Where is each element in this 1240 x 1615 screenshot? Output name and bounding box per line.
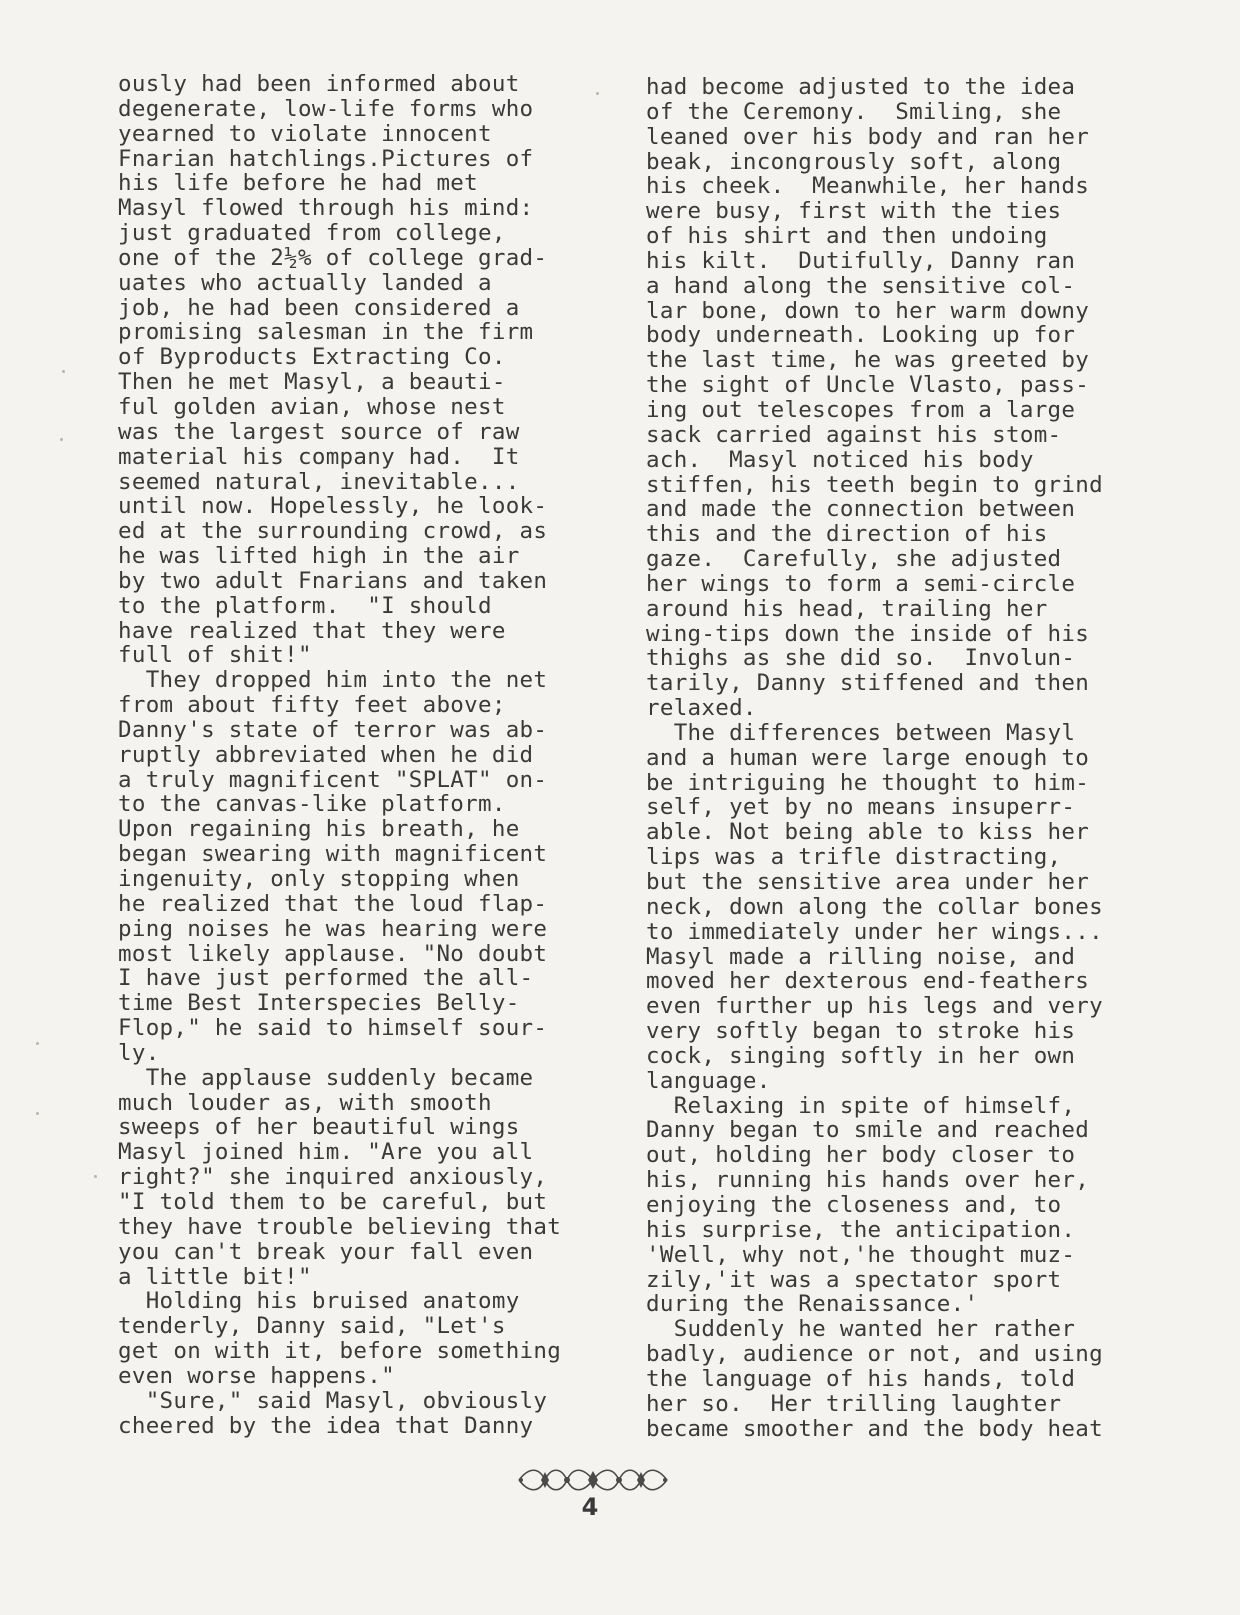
- paper-speck: [36, 1042, 39, 1045]
- text-line: The differences between Masyl: [646, 719, 1076, 746]
- text-line: ed at the surrounding crowd, as: [118, 518, 548, 545]
- text-line: body underneath. Looking up for: [646, 322, 1076, 349]
- text-line: from about fifty feet above;: [118, 692, 506, 719]
- text-line: Danny's state of terror was ab-: [118, 716, 548, 743]
- text-line: he realized that the loud flap-: [118, 890, 548, 917]
- paper-speck: [596, 92, 599, 95]
- text-line: neck, down along the collar bones: [646, 893, 1103, 920]
- text-line: get on with it, before something: [118, 1338, 562, 1365]
- text-line: ruptly abbreviated when he did: [118, 741, 534, 768]
- text-line: yearned to violate innocent: [118, 120, 492, 147]
- text-line: a little bit!": [118, 1263, 312, 1290]
- text-line: the last time, he was greeted by: [646, 347, 1090, 374]
- text-line: Danny began to smile and reached: [646, 1117, 1090, 1144]
- text-line: were busy, first with the ties: [646, 198, 1062, 225]
- text-line: The applause suddenly became: [118, 1064, 534, 1091]
- text-line: even worse happens.": [118, 1362, 395, 1389]
- text-line: this and the direction of his: [646, 521, 1048, 548]
- text-line: her wings to form a semi-circle: [646, 570, 1076, 597]
- text-line: of the Ceremony. Smiling, she: [646, 98, 1062, 125]
- text-line: but the sensitive area under her: [646, 869, 1090, 895]
- text-line: job, he had been considered a: [118, 294, 520, 321]
- text-line: Then he met Masyl, a beauti-: [118, 369, 506, 396]
- text-line: became smoother and the body heat: [646, 1415, 1103, 1442]
- text-line: Flop," he said to himself sour-: [118, 1015, 548, 1042]
- text-line: his cheek. Meanwhile, her hands: [646, 173, 1090, 200]
- text-line: much louder as, with smooth: [118, 1089, 492, 1116]
- paper-speck: [62, 370, 65, 373]
- text-line: ach. Masyl noticed his body: [646, 446, 1034, 473]
- text-line: 'Well, why not,'he thought muz-: [646, 1241, 1076, 1268]
- text-line: zily,'it was a spectator sport: [646, 1266, 1062, 1293]
- text-line: cheered by the idea that Danny: [118, 1412, 534, 1439]
- text-line: ing out telescopes from a large: [646, 396, 1076, 423]
- left-text-column: [118, 72, 598, 1438]
- text-line: promising salesman in the firm: [118, 319, 534, 346]
- text-line: sack carried against his stom-: [646, 421, 1062, 448]
- text-line: during the Renaissance.': [646, 1291, 979, 1318]
- text-line: his life before he had met: [118, 170, 478, 197]
- text-line: sweeps of her beautiful wings: [118, 1114, 520, 1141]
- text-line: her so. Her trilling laughter: [646, 1390, 1062, 1417]
- text-line: by two adult Fnarians and taken: [118, 567, 548, 594]
- paper-speck: [36, 1112, 39, 1115]
- text-line: very softly began to stroke his: [646, 1018, 1076, 1045]
- text-line: ly.: [118, 1039, 160, 1066]
- text-line: be intriguing he thought to him-: [646, 769, 1090, 796]
- text-line: "Sure," said Masyl, obviously: [118, 1387, 548, 1414]
- text-line: the sight of Uncle Vlasto, pass-: [646, 372, 1090, 399]
- text-line: his, running his hands over her,: [646, 1167, 1090, 1194]
- text-line: language.: [646, 1067, 771, 1094]
- text-line: tenderly, Danny said, "Let's: [118, 1313, 506, 1340]
- text-line: right?" she inquired anxiously,: [118, 1164, 548, 1191]
- text-line: of Byproducts Extracting Co.: [118, 344, 506, 371]
- text-line: wing-tips down the inside of his: [646, 620, 1090, 647]
- text-line: have realized that they were: [118, 617, 506, 644]
- text-line: they have trouble believing that: [118, 1213, 562, 1240]
- text-line: Masyl joined him. "Are you all: [118, 1139, 534, 1166]
- text-line: until now. Hopelessly, he look-: [118, 493, 548, 520]
- text-line: cock, singing softly in her own: [646, 1042, 1076, 1069]
- text-line: ously had been informed about: [118, 71, 520, 97]
- text-line: one of the 2½% of college grad-: [118, 244, 548, 271]
- text-line: time Best Interspecies Belly-: [118, 990, 520, 1017]
- text-line: he was lifted high in the air: [118, 543, 520, 570]
- text-line: Masyl made a rilling noise, and: [646, 943, 1076, 970]
- decorative-vine-ornament-icon: [515, 1463, 671, 1497]
- text-line: I have just performed the all-: [118, 965, 534, 992]
- paper-speck: [60, 438, 63, 441]
- text-line: self, yet by no means insuperr-: [646, 794, 1076, 821]
- text-line: ping noises he was hearing were: [118, 915, 548, 942]
- text-line: thighs as she did so. Involun-: [646, 645, 1076, 672]
- text-line: They dropped him into the net: [118, 667, 548, 694]
- text-line: his kilt. Dutifully, Danny ran: [646, 247, 1076, 274]
- text-line: "I told them to be careful, but: [118, 1188, 548, 1215]
- text-line: Upon regaining his breath, he: [118, 816, 520, 843]
- text-line: full of shit!": [118, 642, 312, 669]
- text-line: of his shirt and then undoing: [646, 223, 1048, 250]
- text-line: a truly magnificent "SPLAT" on-: [118, 766, 548, 793]
- text-line: Fnarian hatchlings.Pictures of: [118, 145, 534, 172]
- text-line: uates who actually landed a: [118, 269, 492, 296]
- text-line: relaxed.: [646, 695, 757, 722]
- text-line: began swearing with magnificent: [118, 841, 548, 868]
- paper-speck: [94, 1175, 97, 1178]
- text-line: most likely applause. "No doubt: [118, 940, 548, 967]
- text-line: and made the connection between: [646, 496, 1076, 523]
- text-line: his surprise, the anticipation.: [646, 1216, 1076, 1243]
- text-line: to immediately under her wings...: [646, 918, 1103, 945]
- text-line: you can't break your fall even: [118, 1238, 534, 1265]
- text-line: lar bone, down to her warm downy: [646, 297, 1090, 324]
- right-text-column: [646, 75, 1146, 1441]
- text-line: lips was a trifle distracting,: [646, 844, 1062, 871]
- text-line: material his company had. It: [118, 443, 520, 470]
- text-line: and a human were large enough to: [646, 744, 1090, 771]
- text-line: enjoying the closeness and, to: [646, 1191, 1062, 1218]
- text-line: out, holding her body closer to: [646, 1142, 1076, 1169]
- text-line: Relaxing in spite of himself,: [646, 1092, 1076, 1119]
- text-line: beak, incongrously soft, along: [646, 148, 1062, 175]
- text-line: ful golden avian, whose nest: [118, 393, 506, 420]
- text-line: to the platform. "I should: [118, 592, 492, 619]
- text-line: seemed natural, inevitable...: [118, 468, 520, 495]
- text-line: a hand along the sensitive col-: [646, 272, 1076, 299]
- text-line: ingenuity, only stopping when: [118, 866, 520, 892]
- text-line: to the canvas-like platform.: [118, 791, 506, 818]
- text-line: Masyl flowed through his mind:: [118, 195, 534, 222]
- text-line: Suddenly he wanted her rather: [646, 1316, 1076, 1343]
- page-number: 4: [581, 1493, 599, 1521]
- text-line: Holding his bruised anatomy: [118, 1288, 520, 1315]
- text-line: tarily, Danny stiffened and then: [646, 670, 1090, 697]
- text-line: badly, audience or not, and using: [646, 1341, 1103, 1368]
- text-line: was the largest source of raw: [118, 418, 520, 445]
- text-line: just graduated from college,: [118, 220, 506, 247]
- text-line: gaze. Carefully, she adjusted: [646, 546, 1062, 573]
- text-line: able. Not being able to kiss her: [646, 819, 1090, 846]
- text-line: around his head, trailing her: [646, 595, 1048, 622]
- text-line: even further up his legs and very: [646, 993, 1103, 1020]
- text-line: stiffen, his teeth begin to grind: [646, 471, 1103, 498]
- text-line: leaned over his body and ran her: [646, 123, 1090, 150]
- text-line: had become adjusted to the idea: [646, 74, 1076, 100]
- text-line: degenerate, low-life forms who: [118, 95, 534, 122]
- text-line: moved her dexterous end-feathers: [646, 968, 1090, 995]
- text-line: the language of his hands, told: [646, 1365, 1076, 1392]
